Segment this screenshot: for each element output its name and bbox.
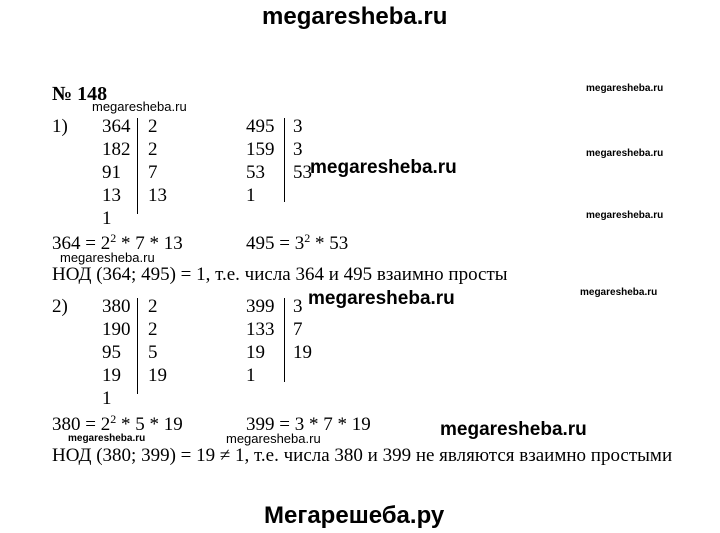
part2-left-number: 380	[102, 296, 131, 317]
part2-right-number: 19	[246, 342, 265, 363]
part1-conclusion: НОД (364; 495) = 1, т.е. числа 364 и 495 взаимно просты	[52, 264, 508, 285]
part2-right-factor: 19	[293, 342, 312, 363]
watermark-small: megaresheba.ru	[586, 210, 664, 221]
part2-factorization-left: $380 = 2^2 * 5 * 19$	[52, 412, 183, 435]
site-watermark-top: megaresheba.ru	[262, 3, 448, 30]
division-line	[137, 298, 138, 394]
site-watermark-bottom: Мегарешеба.ру	[264, 502, 445, 529]
part2-left-factor: 2	[148, 296, 158, 317]
part2-right-factor: 3	[293, 296, 303, 317]
part2-conclusion: НОД (380; 399) = 19 ≠ 1, т.е. числа 380 и 399 не являются взаимно простыми	[52, 445, 673, 466]
part2-right-number: 399	[246, 296, 275, 317]
part1-right-number: 159	[246, 139, 275, 160]
division-line	[284, 118, 285, 202]
watermark-large: megaresheba.ru	[310, 157, 457, 178]
part2-left-number: 190	[102, 319, 131, 340]
watermark-small: megaresheba.ru	[92, 99, 187, 114]
part1-left-number: 13	[102, 185, 121, 206]
division-line	[284, 298, 285, 382]
part1-right-number: 53	[246, 162, 265, 183]
part1-left-number: 1	[102, 208, 112, 229]
part2-right-number: 133	[246, 319, 275, 340]
part1-label: 1)	[52, 116, 68, 137]
division-line	[137, 118, 138, 214]
part1-left-factor: 2	[148, 139, 158, 160]
part1-right-factor: 53	[293, 162, 312, 183]
watermark-small: megaresheba.ru	[586, 148, 664, 159]
watermark-large: megaresheba.ru	[308, 288, 455, 309]
watermark-small: megaresheba.ru	[60, 250, 155, 265]
part1-left-number: 364	[102, 116, 131, 137]
part1-left-factor: 7	[148, 162, 158, 183]
part1-left-number: 91	[102, 162, 121, 183]
part2-right-factor: 7	[293, 319, 303, 340]
watermark-large: megaresheba.ru	[440, 419, 587, 440]
part2-left-factor: 19	[148, 365, 167, 386]
part1-left-factor: 13	[148, 185, 167, 206]
watermark-small: megaresheba.ru	[68, 433, 146, 444]
part2-left-factor: 5	[148, 342, 158, 363]
watermark-small: megaresheba.ru	[226, 431, 321, 446]
part2-label: 2)	[52, 296, 68, 317]
part2-left-number: 19	[102, 365, 121, 386]
part1-factorization-left: $364 = 2^2 * 7 * 13$	[52, 231, 183, 254]
watermark-small: megaresheba.ru	[580, 287, 658, 298]
part2-factorization-right: 399 = 3 * 7 * 19	[246, 414, 371, 435]
task-number: № 148	[52, 83, 108, 105]
part1-left-number: 182	[102, 139, 131, 160]
part2-left-number: 95	[102, 342, 121, 363]
part1-right-number: 495	[246, 116, 275, 137]
part1-right-number: 1	[246, 185, 256, 206]
part1-right-factor: 3	[293, 139, 303, 160]
part1-right-factor: 3	[293, 116, 303, 137]
part2-left-factor: 2	[148, 319, 158, 340]
watermark-small: megaresheba.ru	[586, 83, 664, 94]
part2-left-number: 1	[102, 388, 112, 409]
part2-right-number: 1	[246, 365, 256, 386]
part1-factorization-right: $495 = 3^2 * 53$	[246, 231, 349, 254]
part1-left-factor: 2	[148, 116, 158, 137]
